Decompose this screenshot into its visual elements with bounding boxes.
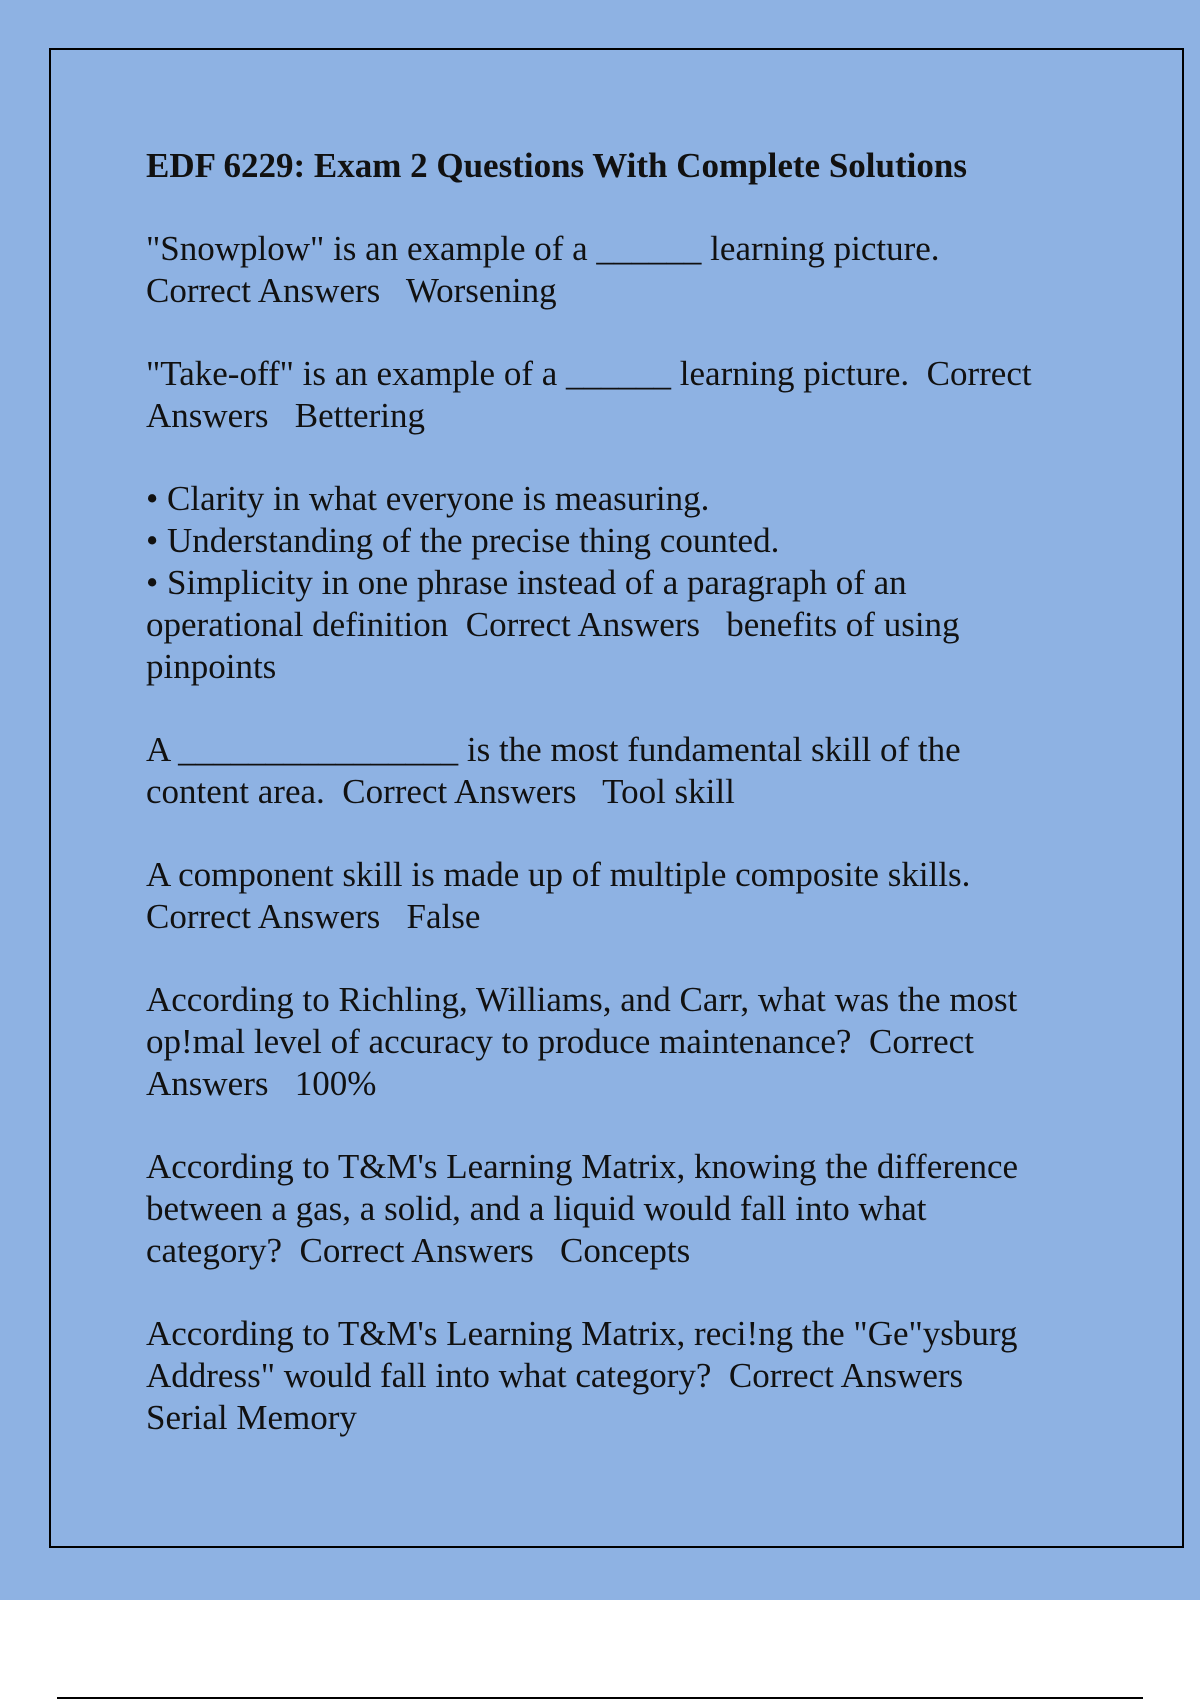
qa-item-pinpoint-benefits: • Clarity in what everyone is measuring. • Understanding of the precise thing counted. • Simplicity in one phrase instead of a paragraph of an operational definition Correct Answers benefits of using pinpoints <box>146 479 960 686</box>
qa-item-snowplow: "Snowplow" is an example of a ______ learning picture. Correct Answers Worsening <box>146 229 940 310</box>
qa-item-take-off: "Take-off" is an example of a ______ learning picture. Correct Answers Bettering <box>146 354 1032 435</box>
qa-item-component-skill: A component skill is made up of multiple composite skills. Correct Answers False <box>146 855 971 936</box>
qa-item-learning-matrix-concepts: According to T&M's Learning Matrix, knowing the difference between a gas, a solid, and a liquid would fall into what category? Correct Answers Concepts <box>146 1147 1019 1270</box>
document-title: EDF 6229: Exam 2 Questions With Complete Solutions <box>146 146 967 185</box>
document-content <box>146 145 1106 1480</box>
qa-item-tool-skill: A ________________ is the most fundamental skill of the content area. Correct Answers Tool skill <box>146 730 961 811</box>
bottom-divider <box>57 1697 1143 1699</box>
qa-item-accuracy-level: According to Richling, Williams, and Carr, what was the most op!mal level of accuracy to produce maintenance? Correct Answers 100% <box>146 980 1018 1103</box>
qa-item-learning-matrix-serial-memory: According to T&M's Learning Matrix, reci!ng the "Ge"ysburg Address" would fall into what category? Correct Answers Serial Memory <box>146 1314 1018 1437</box>
